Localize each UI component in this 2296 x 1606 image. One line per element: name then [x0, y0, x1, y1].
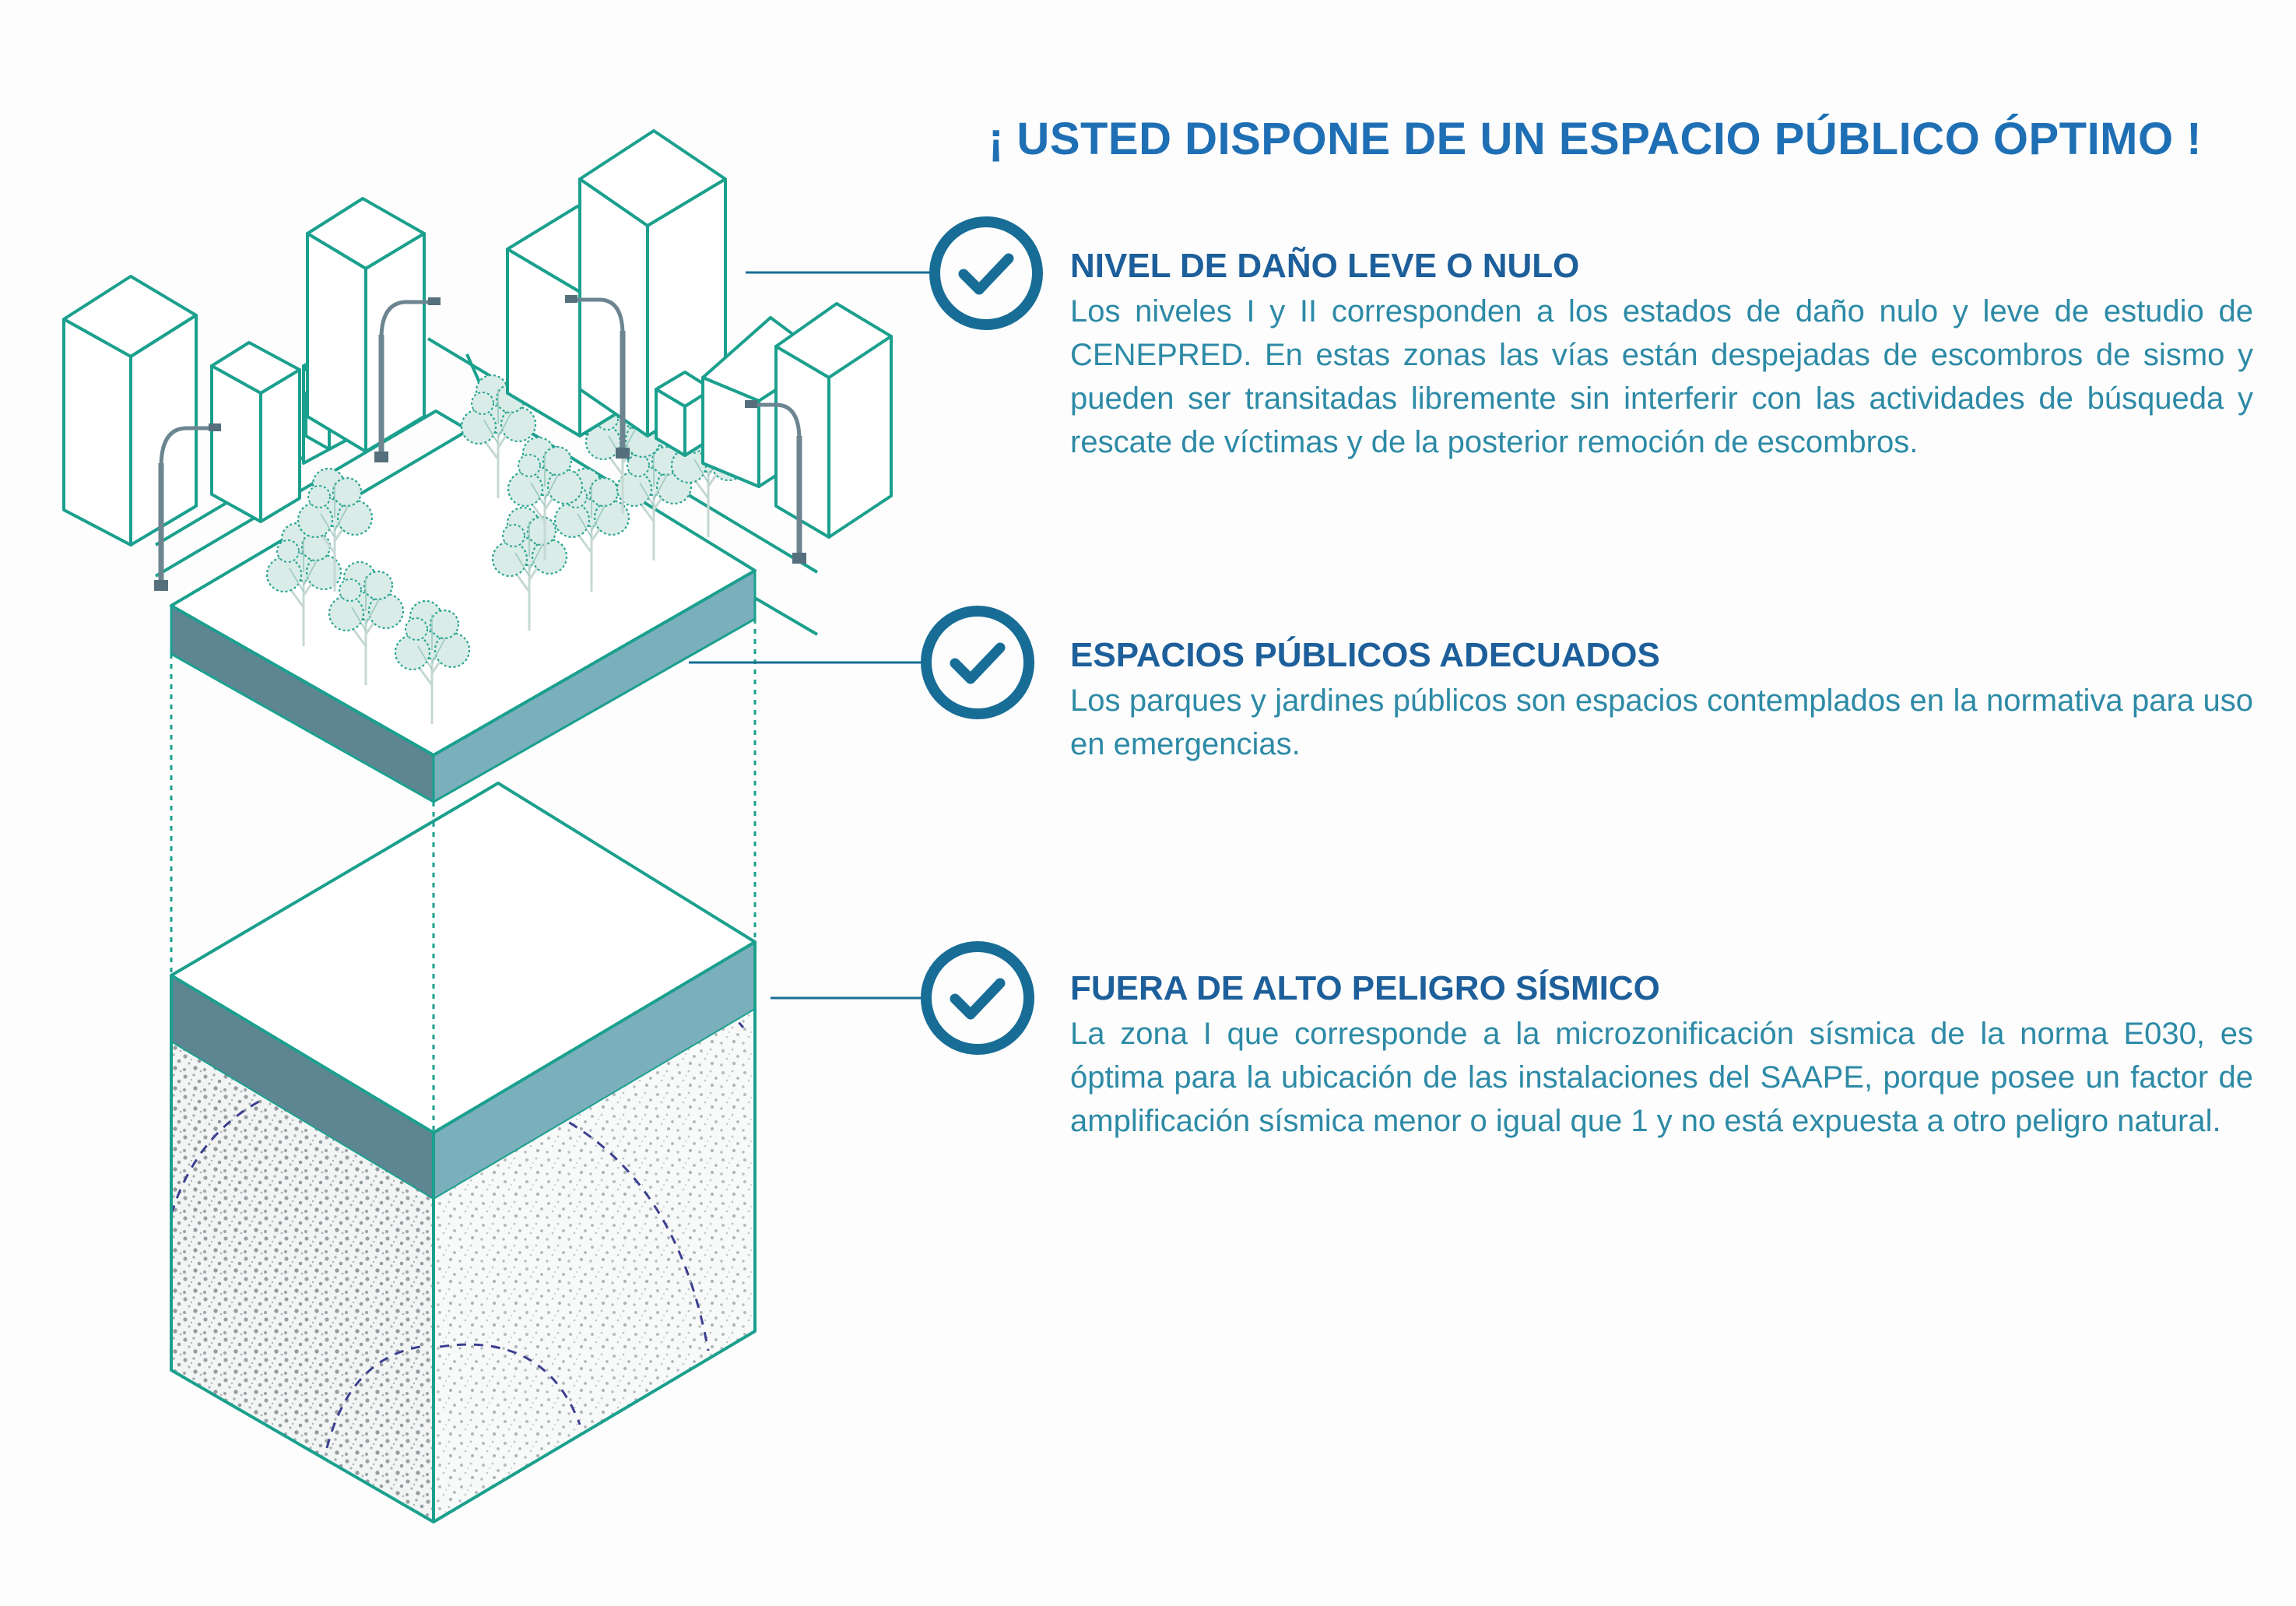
- info-block-seismic: [1070, 968, 2253, 1143]
- heading-public-spaces: ESPACIOS PÚBLICOS ADECUADOS: [1070, 636, 1660, 674]
- info-block-public-spaces: [1070, 635, 2253, 766]
- soil-block: [171, 783, 755, 1522]
- info-block-damage: [1070, 246, 2253, 464]
- text-public-spaces: Los parques y jardines públicos son espacios contemplados en la normativa para uso en emergencias.: [1070, 684, 2253, 761]
- check-circle-icon: [921, 941, 1034, 1055]
- text-damage-level: Los niveles I y II corresponden a los estados de daño nulo y leve de estudio de CENEPRED. En estas zonas las vías están despejadas de escombros de sismo y pueden ser transitadas libremente sin interferir con las actividades de búsqueda y rescate de víctimas y de la posterior remoción de escombros.: [1070, 294, 2253, 459]
- text-seismic-hazard: La zona I que corresponde a la microzonificación sísmica de la norma E030, es óptima para la ubicación de las instalaciones del SAAPE, porque posee un factor de amplificación sísmica menor o igual que 1 y no está expuesta a otro peligro natural.: [1070, 1017, 2253, 1138]
- check-circle-icon: [929, 216, 1043, 330]
- heading-damage-level: NIVEL DE DAÑO LEVE O NULO: [1070, 247, 1580, 285]
- page-title: ¡ USTED DISPONE DE UN ESPACIO PÚBLICO ÓPTIMO !: [988, 114, 2203, 164]
- check-circle-icon: [921, 606, 1034, 719]
- heading-seismic-hazard: FUERA DE ALTO PELIGRO SÍSMICO: [1070, 969, 1660, 1007]
